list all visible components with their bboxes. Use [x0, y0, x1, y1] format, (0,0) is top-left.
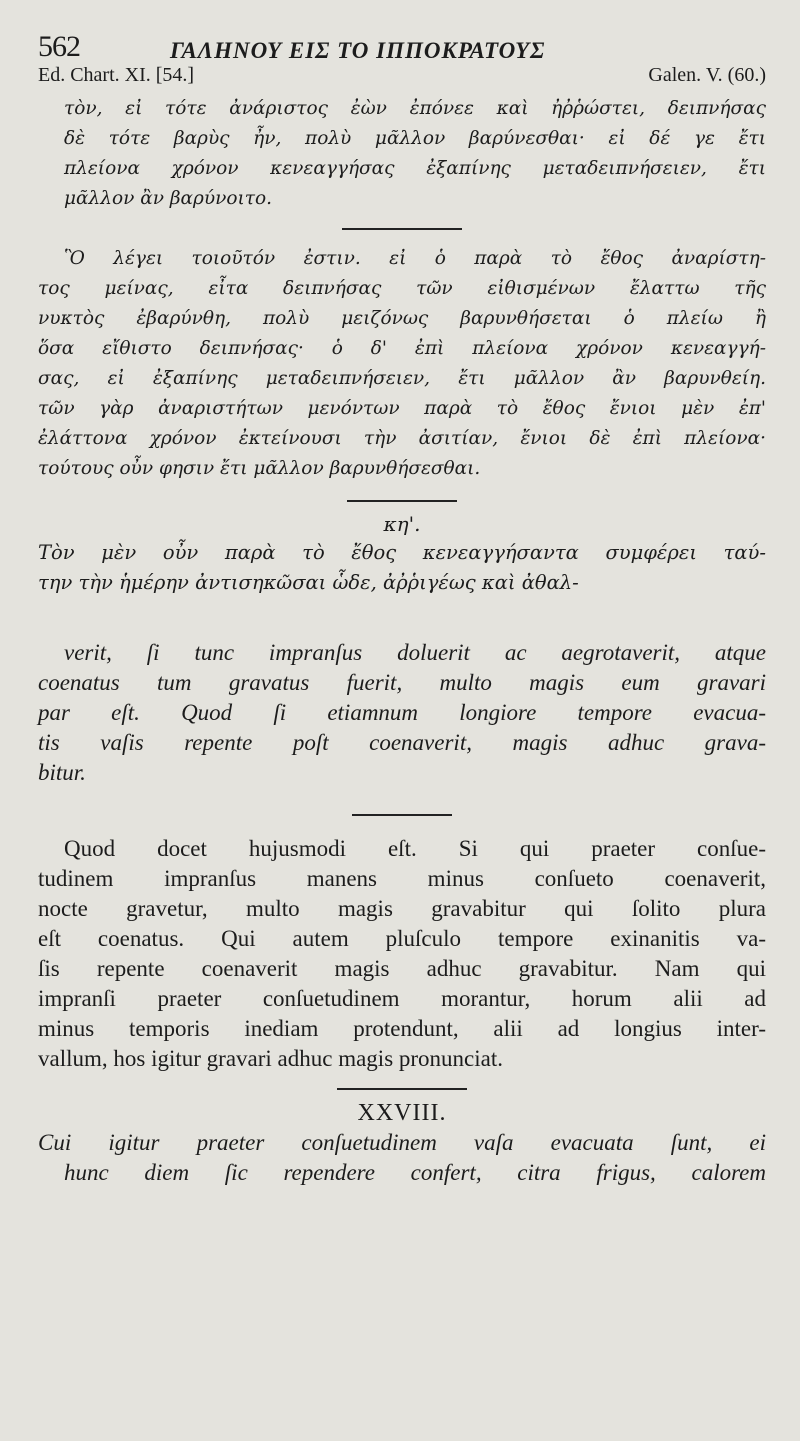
text-line: bitur.	[38, 760, 86, 785]
edition-reference-chartier: Ed. Chart. XI. [54.]	[38, 64, 195, 86]
text-line: par eſt. Quod ſi etiamnum longiore tempore evacua-	[38, 700, 766, 725]
text-line: πλείονα χρόνον κενεαγγήσας ἐξαπίνης μεταδειπνήσειεν, ἔτι	[64, 158, 766, 179]
text-line: τῶν γὰρ ἀναριστήτων μενόντων παρὰ τὸ ἔθος ἔνιοι μὲν ἐπ'	[38, 398, 766, 419]
text-line: ſis repente coenaverit magis adhuc gravabitur. Nam qui	[38, 956, 766, 981]
text-line: τος μείνας, εἶτα δειπνήσας τῶν εἰθισμένων ἔλαττω τῆς	[38, 278, 766, 299]
text-line: minus temporis inediam protendunt, alii ad longius inter-	[38, 1016, 766, 1041]
text-line: nocte gravetur, multo magis gravabitur qui ſolito plura	[38, 896, 766, 921]
text-line: vallum, hos igitur gravari adhuc magis pronunciat.	[38, 1046, 503, 1071]
running-title: ΓΑΛΗΝΟΥ ΕΙΣ ΤΟ ΙΠΠΟΚΡΑΤΟΥΣ	[170, 38, 546, 63]
text-line: Τὸν μὲν οὖν παρὰ τὸ ἔθος κενεαγγήσαντα συμφέρει ταύ-	[38, 541, 766, 564]
spacer	[38, 598, 766, 638]
text-line: τούτους οὖν φησιν ἔτι μᾶλλον βαρυνθήσεσθαι.	[38, 458, 481, 479]
text-line: verit, ſi tunc impranſus doluerit ac aegrotaverit, atque	[64, 640, 766, 665]
edition-reference-galen: Galen. V. (60.)	[648, 64, 766, 86]
latin-aphorism-text	[38, 1128, 766, 1188]
section-divider	[342, 228, 462, 230]
text-line: tudinem impranſus manens minus conſueto coenaverit,	[38, 866, 766, 891]
section-divider	[347, 500, 457, 502]
text-line: ἐλάττονα χρόνον ἐκτείνουσι τὴν ἀσιτίαν, ἔνιοι δὲ ἐπὶ πλείονα·	[38, 428, 766, 449]
greek-paragraph-continuation	[38, 94, 766, 214]
text-line: τὸν, εἰ τότε ἀνάριστος ἐὼν ἐπόνεε καὶ ἠῤῥώστει, δειπνήσας	[64, 98, 766, 119]
greek-commentary-paragraph	[38, 244, 766, 484]
latin-translation-paragraph	[38, 638, 766, 788]
text-line: Cui igitur praeter conſuetudinem vaſa evacuata ſunt, ei	[38, 1130, 766, 1155]
latin-commentary-paragraph	[38, 834, 766, 1074]
section-divider	[337, 1088, 467, 1090]
text-line: Quod docet hujusmodi eſt. Si qui praeter conſue-	[64, 836, 766, 861]
text-line: eſt coenatus. Qui autem pluſculo tempore exinanitis va-	[38, 926, 766, 951]
latin-section-number: XXVIII.	[357, 1100, 447, 1126]
section-divider	[352, 814, 452, 816]
greek-aphorism-text	[38, 538, 766, 598]
text-line: την τὴν ἡμέρην ἀντισηκῶσαι ὧδε, ἀῤῥιγέως καὶ ἀθαλ-	[38, 571, 579, 594]
text-line: σας, εἰ ἐξαπίνης μεταδειπνήσειεν, ἔτι μᾶλλον ἂν βαρυνθείη.	[38, 368, 766, 389]
text-line: impranſi praeter conſuetudinem morantur, horum alii ad	[38, 986, 766, 1011]
text-line: coenatus tum gravatus fuerit, multo magis eum gravari	[38, 670, 766, 695]
text-line: ὅσα εἴθιστο δειπνήσας· ὁ δ' ἐπὶ πλείονα χρόνον κενεαγγή-	[38, 338, 766, 359]
page-number: 562	[38, 30, 80, 63]
running-head	[38, 24, 766, 64]
greek-section-number: κη'.	[383, 512, 421, 536]
text-line: tis vaſis repente poſt coenaverit, magis adhuc grava-	[38, 730, 766, 755]
edition-reference-line	[38, 64, 766, 94]
text-line: hunc diem ſic rependere confert, citra frigus, calorem	[64, 1160, 766, 1185]
text-line: μᾶλλον ἂν βαρύνοιτο.	[64, 188, 273, 209]
text-line: νυκτὸς ἐβαρύνθη, πολὺ μειζόνως βαρυνθήσεται ὁ πλείω ἢ	[38, 308, 766, 329]
text-line: δὲ τότε βαρὺς ἦν, πολὺ μᾶλλον βαρύνεσθαι· εἰ δέ γε ἔτι	[64, 128, 766, 149]
text-line: Ὃ λέγει τοιοῦτόν ἐστιν. εἰ ὁ παρὰ τὸ ἔθος ἀναρίστη-	[64, 248, 766, 269]
